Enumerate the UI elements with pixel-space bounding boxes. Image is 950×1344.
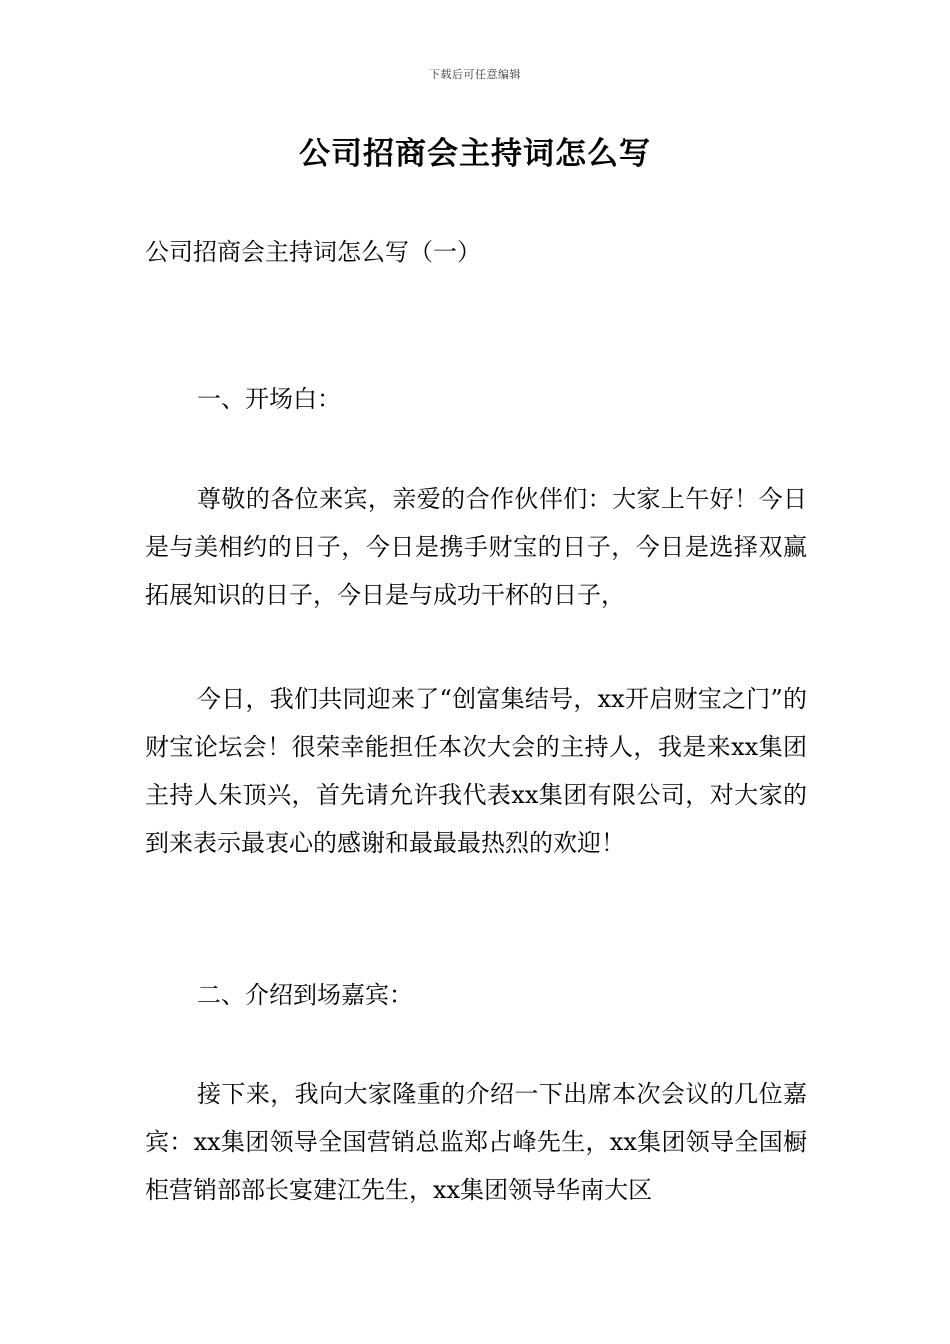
paragraph-guest-intro: 接下来，我向大家隆重的介绍一下出席本次会议的几位嘉宾：xx集团领导全国营销总监郑占峰先生，xx集团领导全国橱柜营销部部长宴建江先生，xx集团领导华南大区 [145,1080,807,1204]
section-heading-guests: 二、介绍到场嘉宾： [197,981,413,1009]
section-heading-opening: 一、开场白： [197,385,341,413]
paragraph-greeting: 尊敬的各位来宾，亲爱的合作伙伴们：大家上午好！今日是与美相约的日子，今日是携手财宝的日子，今日是选择双赢拓展知识的日子，今日是与成功干杯的日子， [145,485,807,609]
header-note: 下载后可任意编辑 [429,68,521,81]
paragraph-welcome: 今日，我们共同迎来了“创富集结号，xx开启财宝之门”的财宝论坛会！很荣幸能担任本次大会的主持人，我是来xx集团主持人朱顶兴，首先请允许我代表xx集团有限公司，对大家的到来表示最衷心的感谢和最最最热烈的欢迎！ [145,685,807,857]
document-title: 公司招商会主持词怎么写 [299,136,651,172]
document-subtitle: 公司招商会主持词怎么写（一） [145,238,481,266]
